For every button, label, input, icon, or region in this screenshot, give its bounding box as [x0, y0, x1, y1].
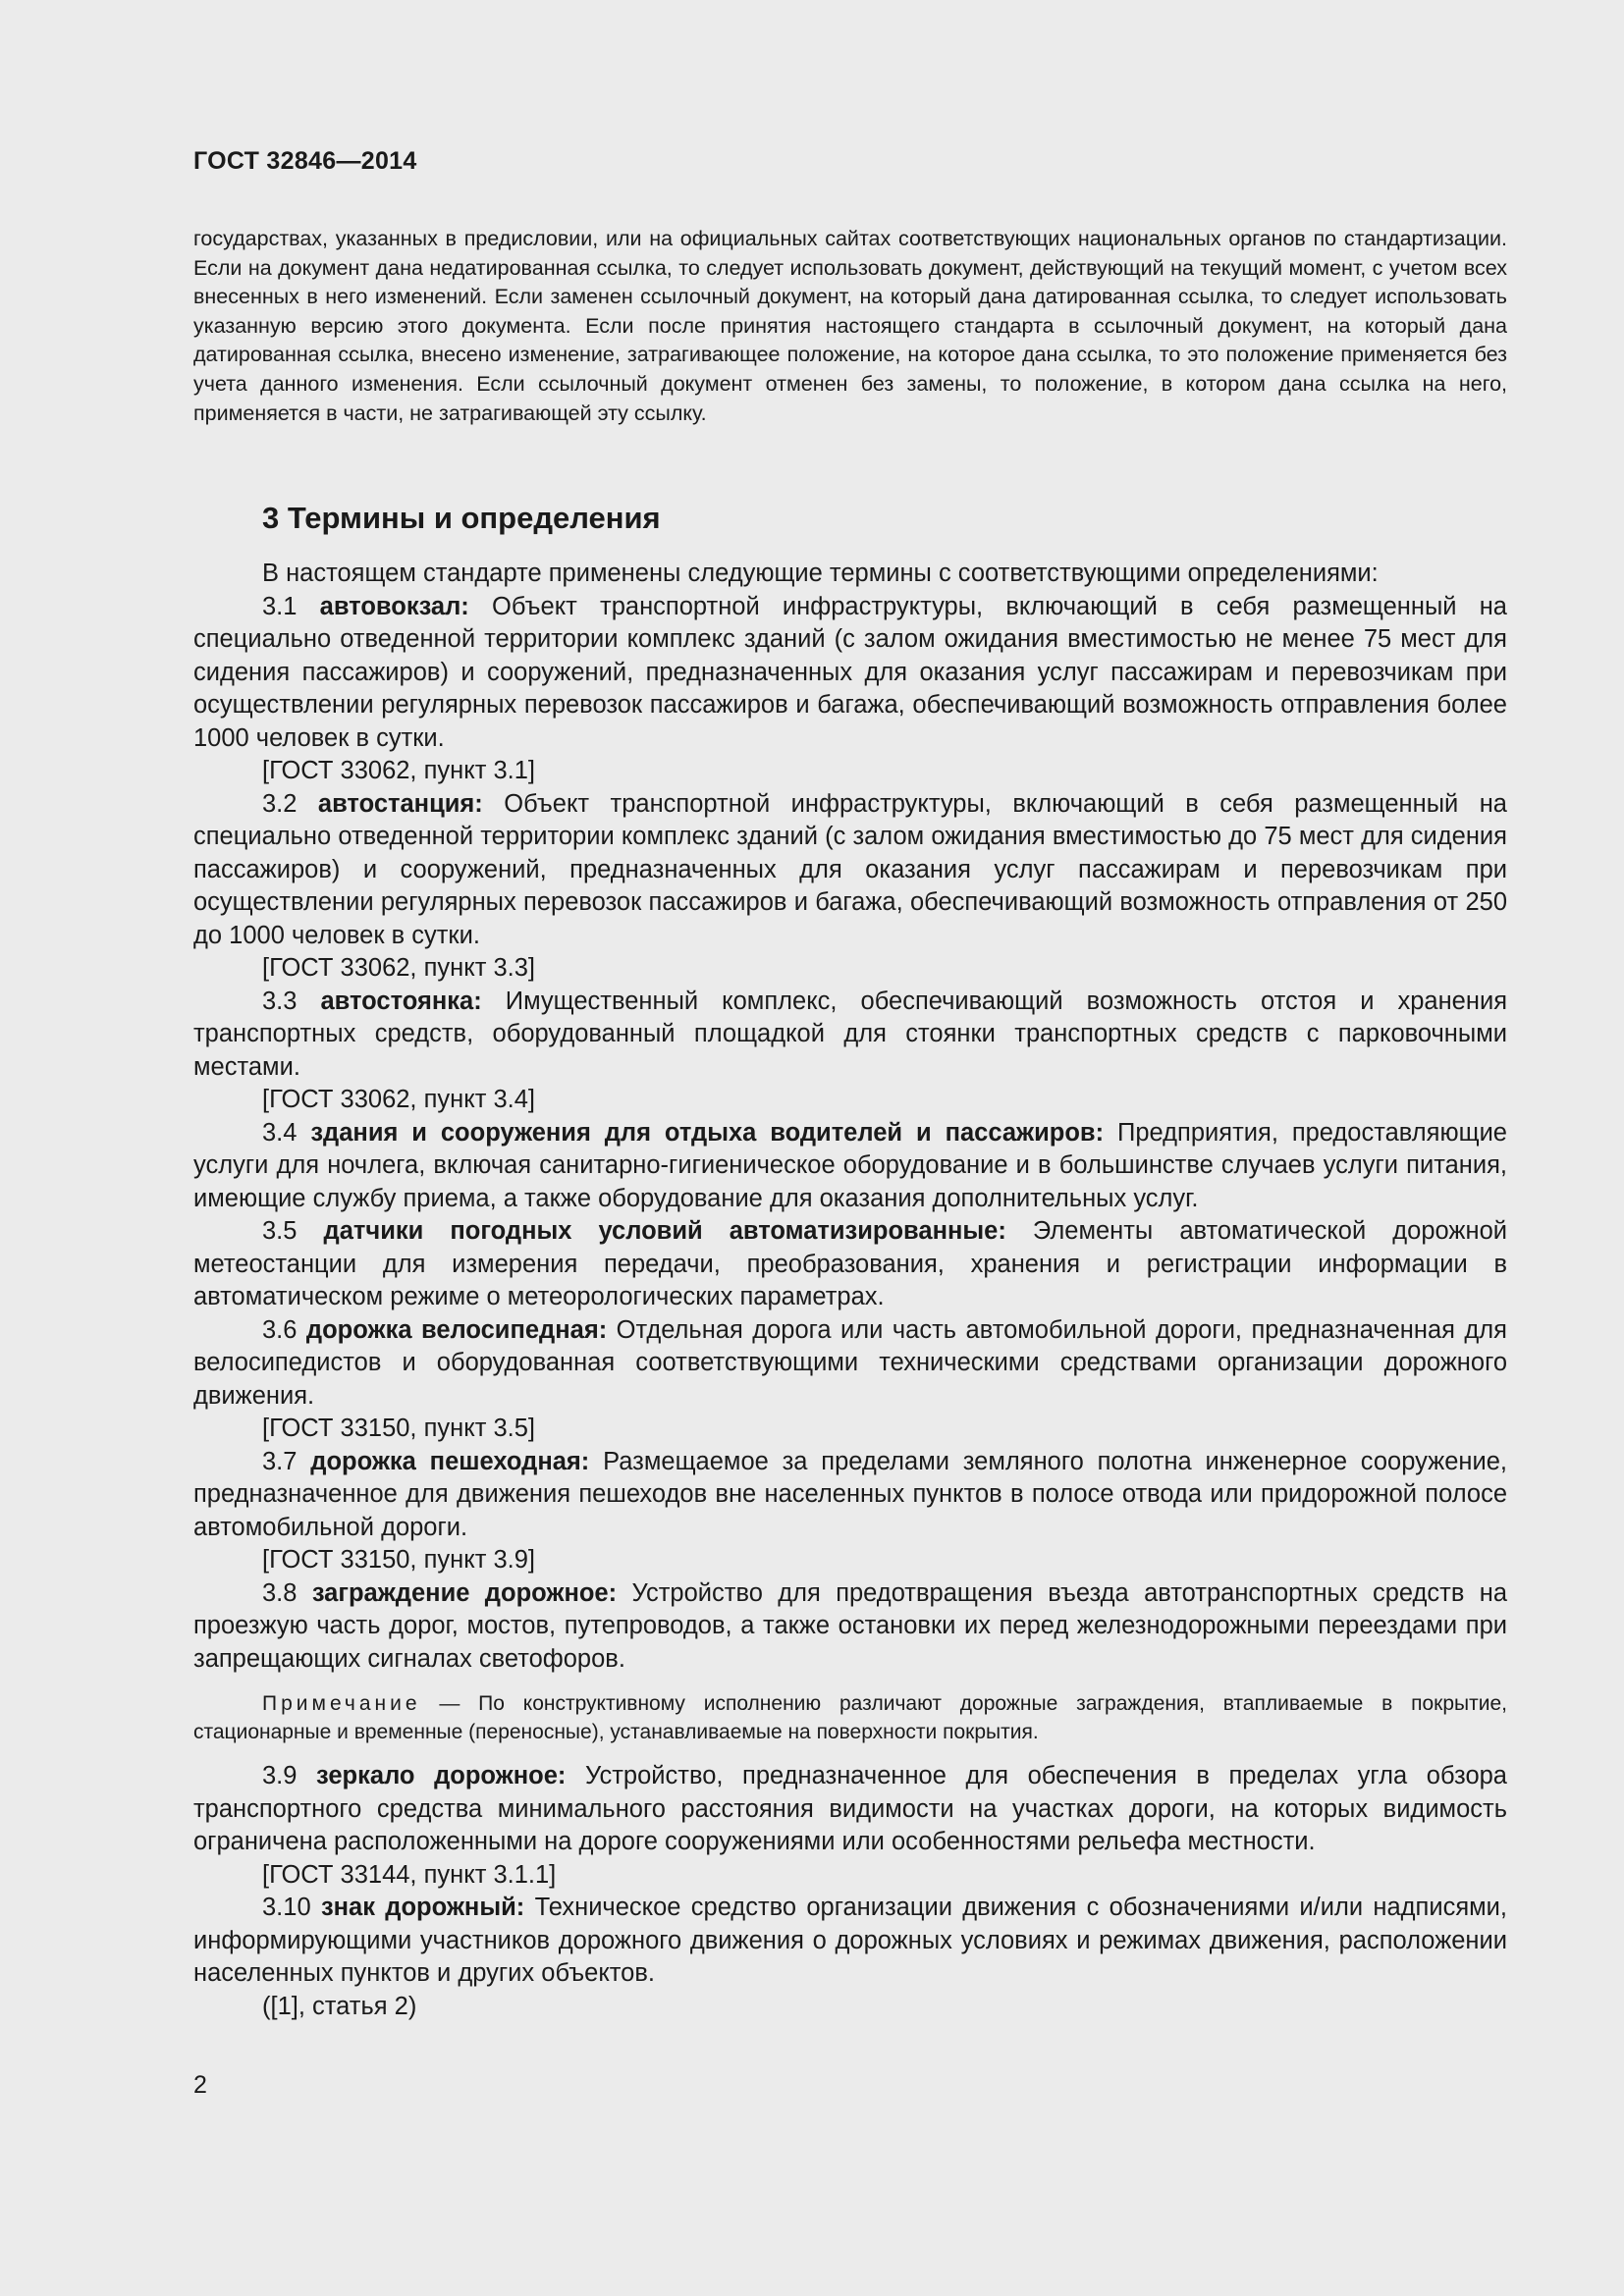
term-definition: Отдельная дорога или часть автомобильной дороги, предназначенная для велосипедистов и оборудованная соответствующими техническими средствами организации дорожного движения.	[193, 1315, 1507, 1410]
document-code-header: ГОСТ 32846—2014	[193, 147, 417, 175]
note-text: — По конструктивному исполнению различают дорожные заграждения, втапливаемые в покрытие, стационарные и временные (переносные), устанавливаемые на поверхности покрытия.	[193, 1692, 1507, 1743]
term-definition: Размещаемое за пределами земляного полотна инженерное сооружение, предназначенное для движения пешеходов вне населенных пунктов в полосе отвода или придорожной полосе автомобильной дороги.	[193, 1447, 1507, 1541]
term-name: заграждение дорожное:	[311, 1578, 618, 1607]
term-name: автостоянка:	[320, 987, 482, 1015]
term-entry	[193, 1760, 1507, 1859]
term-entry	[193, 788, 1507, 953]
term-name: автостанция:	[317, 789, 483, 818]
term-entry	[193, 1215, 1507, 1314]
term-entry	[193, 1446, 1507, 1545]
term-entry	[193, 591, 1507, 756]
term-source: [ГОСТ 33150, пункт 3.5]	[262, 1415, 535, 1442]
section-lead: В настоящем стандарте применены следующие термины с соответствующими определениями:	[262, 560, 1379, 587]
term-name: автовокзал:	[319, 592, 469, 620]
term-number: 3.1	[262, 592, 298, 620]
page-number: 2	[193, 2071, 207, 2099]
term-source: ([1], статья 2)	[262, 1992, 417, 2020]
term-definition: Предприятия, предоставляющие услуги для ночлега, включая санитарно-гигиеническое оборудование и в большинстве случаев услуги питания, имеющие службу приема, а также оборудование для оказания дополнительных услуг.	[193, 1118, 1507, 1212]
term-source: [ГОСТ 33150, пункт 3.9]	[262, 1546, 535, 1574]
term-definition: Техническое средство организации движения с обозначениями и/или надписями, информирующими участников дорожного движения о дорожных условиях и режимах движения, расположении населенных пунктов и других объектов.	[193, 1894, 1507, 1987]
term-source: [ГОСТ 33144, пункт 3.1.1]	[262, 1860, 557, 1889]
term-definition: Объект транспортной инфраструктуры, включающий в себя размещенный на специально отведенной территории комплекс зданий (с залом ожидания вместимостью не менее 75 мест для сидения пассажиров) и сооружений, предназначенных для оказания услуг пассажирам и перевозчикам при осуществлении регулярных перевозок пассажиров и багажа, обеспечивающий возможность отправления более 1000 человек в сутки.	[193, 592, 1507, 752]
term-entry	[193, 1577, 1507, 1677]
note	[193, 1689, 1507, 1746]
intro-paragraph: государствах, указанных в предисловии, или на официальных сайтах соответствующих национальных органов по стандартизации. Если на документ дана недатированная ссылка, то следует использовать документ, действующий на текущий момент, с учетом всех внесенных в него изменений. Если заменен ссылочный документ, на который дана датированная ссылка, то следует использовать указанную версию этого документа. Если после принятия настоящего стандарта в ссылочный документ, на который дана датированная ссылка, внесено изменение, затрагивающее положение, на которое дана ссылка, то это положение применяется без учета данного изменения. Если ссылочный документ отменен без замены, то положение, в котором дана ссылка на него, применяется в части, не затрагивающей эту ссылку.	[193, 227, 1507, 425]
term-entry	[193, 1117, 1507, 1216]
term-number: 3.3	[262, 987, 298, 1015]
term-name: дорожка велосипедная:	[305, 1315, 608, 1344]
term-definition: Имущественный комплекс, обеспечивающий возможность отстоя и хранения транспортных средств, оборудованный площадкой для стоянки транспортных средств с парковочными местами.	[193, 987, 1507, 1081]
section-body	[193, 558, 1507, 2023]
term-definition: Устройство для предотвращения въезда автотранспортных средств на проезжую часть дорог, мостов, путепроводов, а также остановки их перед железнодорожными переездами при запрещающих сигналах светофоров.	[193, 1578, 1508, 1673]
term-number: 3.10	[262, 1894, 311, 1921]
term-number: 3.9	[262, 1762, 298, 1789]
term-name: зеркало дорожное:	[316, 1762, 567, 1789]
term-number: 3.8	[262, 1578, 298, 1607]
term-definition: Элементы автоматической дорожной метеостанции для измерения передачи, преобразования, хранения и регистрации информации в автоматическом режиме о метеорологических параметрах.	[193, 1217, 1507, 1310]
term-number: 3.5	[262, 1217, 298, 1245]
term-entry	[193, 986, 1507, 1085]
term-source: [ГОСТ 33062, пункт 3.1]	[262, 757, 535, 784]
term-definition: Объект транспортной инфраструктуры, включающий в себя размещенный на специально отведенной территории комплекс зданий (с залом ожидания вместимостью до 75 мест для сидения пассажиров) и сооружений, предназначенных для оказания услуг пассажирам и перевозчикам при осуществлении регулярных перевозок пассажиров и багажа, обеспечивающий возможность отправления от 250 до 1000 человек в сутки.	[193, 789, 1507, 949]
term-entry	[193, 1892, 1507, 1991]
term-name: здания и сооружения для отдыха водителей и пассажиров:	[310, 1118, 1105, 1147]
term-number: 3.2	[262, 789, 298, 818]
term-name: дорожка пешеходная:	[310, 1447, 590, 1475]
term-number: 3.6	[262, 1315, 298, 1344]
term-source: [ГОСТ 33062, пункт 3.3]	[262, 954, 535, 982]
term-name: датчики погодных условий автоматизированные:	[323, 1217, 1006, 1245]
term-number: 3.4	[262, 1118, 298, 1147]
section-title: 3 Термины и определения	[262, 501, 661, 535]
term-entry	[193, 1314, 1507, 1414]
term-name: знак дорожный:	[320, 1894, 525, 1921]
term-source: [ГОСТ 33062, пункт 3.4]	[262, 1086, 535, 1113]
term-definition: Устройство, предназначенное для обеспечения в пределах угла обзора транспортного средства минимального расстояния видимости на участках дороги, на которых видимость ограничена расположенными на дороге сооружениями или особенностями рельефа местности.	[193, 1762, 1507, 1855]
term-number: 3.7	[262, 1447, 298, 1475]
note-label: Примечание	[262, 1692, 421, 1715]
